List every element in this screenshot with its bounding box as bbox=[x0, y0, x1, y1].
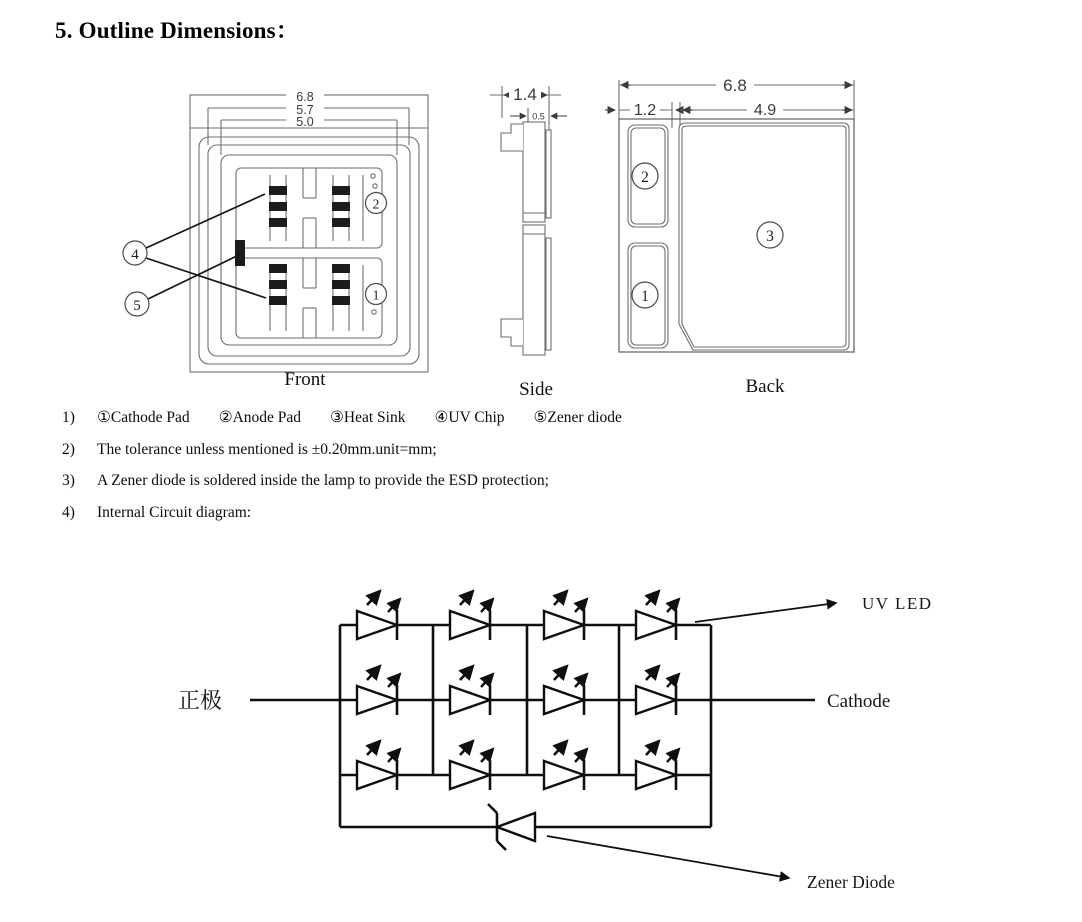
note-4-number: 4) bbox=[62, 503, 75, 521]
note-3-number: 3) bbox=[62, 472, 75, 489]
note-3-text: A Zener diode is soldered inside the lamp to provide the ESD protection; bbox=[97, 472, 549, 489]
front-callout-1: 1 bbox=[372, 287, 380, 303]
front-callout-5: 5 bbox=[133, 298, 141, 314]
front-package-body bbox=[199, 137, 419, 364]
front-uv-chips bbox=[235, 186, 350, 305]
note-3 bbox=[62, 471, 842, 491]
side-profile bbox=[501, 122, 551, 355]
back-dim-1-2: 1.2 bbox=[633, 102, 657, 119]
zener-pointer-arrow bbox=[547, 836, 789, 878]
circuit-wires bbox=[250, 625, 815, 827]
back-package-body bbox=[619, 119, 854, 352]
circuit-annotations bbox=[178, 594, 933, 892]
front-callout-4: 4 bbox=[131, 247, 139, 263]
cathode-label: Cathode bbox=[827, 691, 891, 712]
notes-list bbox=[62, 408, 842, 534]
front-view-drawing bbox=[110, 72, 470, 407]
side-dim-0-5: 0.5 bbox=[532, 111, 545, 122]
front-dimensions bbox=[190, 88, 428, 372]
back-view-label: Back bbox=[745, 376, 785, 397]
front-dim-5-0: 5.0 bbox=[296, 115, 314, 129]
note-1-number: 1) bbox=[62, 409, 75, 426]
front-view-label: Front bbox=[284, 369, 326, 390]
uv-led-label: UV LED bbox=[862, 594, 933, 613]
back-view-drawing bbox=[600, 72, 880, 407]
back-dimensions bbox=[605, 75, 854, 128]
uv-led-pointer-arrow bbox=[695, 603, 836, 622]
note-2-number: 2) bbox=[62, 440, 75, 458]
legend-heat-sink: ③Heat Sink bbox=[330, 409, 406, 426]
zener-diode-label: Zener Diode bbox=[807, 872, 895, 892]
note-4-text: Internal Circuit diagram: bbox=[97, 503, 252, 521]
back-dim-6-8: 6.8 bbox=[723, 76, 747, 95]
note-4 bbox=[62, 503, 842, 523]
front-dim-6-8: 6.8 bbox=[296, 90, 314, 104]
legend-anode-pad: ②Anode Pad bbox=[218, 409, 302, 426]
anode-label: 正极 bbox=[178, 688, 223, 713]
front-callout-2: 2 bbox=[372, 196, 380, 212]
side-view-drawing bbox=[470, 72, 610, 407]
back-callout-2: 2 bbox=[641, 169, 649, 186]
side-view-label: Side bbox=[519, 379, 553, 400]
front-dim-5-7: 5.7 bbox=[296, 103, 314, 117]
front-zener-component bbox=[235, 240, 245, 266]
note-2-text: The tolerance unless mentioned is ±0.20mm.unit=mm; bbox=[97, 440, 437, 458]
back-callout-3: 3 bbox=[766, 228, 774, 245]
side-dim-1-4: 1.4 bbox=[513, 85, 537, 104]
note-1 bbox=[62, 408, 842, 428]
zener-diode-symbol bbox=[488, 804, 535, 850]
note-1-legend bbox=[97, 408, 622, 428]
legend-uv-chip: ④UV Chip bbox=[434, 409, 505, 426]
back-dim-4-9: 4.9 bbox=[753, 102, 777, 119]
legend-cathode-pad: ①Cathode Pad bbox=[97, 409, 190, 426]
note-2 bbox=[62, 440, 842, 460]
internal-circuit-diagram bbox=[150, 552, 950, 922]
back-callout-1: 1 bbox=[641, 288, 649, 305]
page-title: 5. Outline Dimensions： bbox=[55, 18, 300, 43]
uv-led-array bbox=[357, 591, 679, 790]
back-callouts bbox=[632, 163, 783, 308]
legend-zener-diode: ⑤Zener diode bbox=[533, 409, 622, 426]
